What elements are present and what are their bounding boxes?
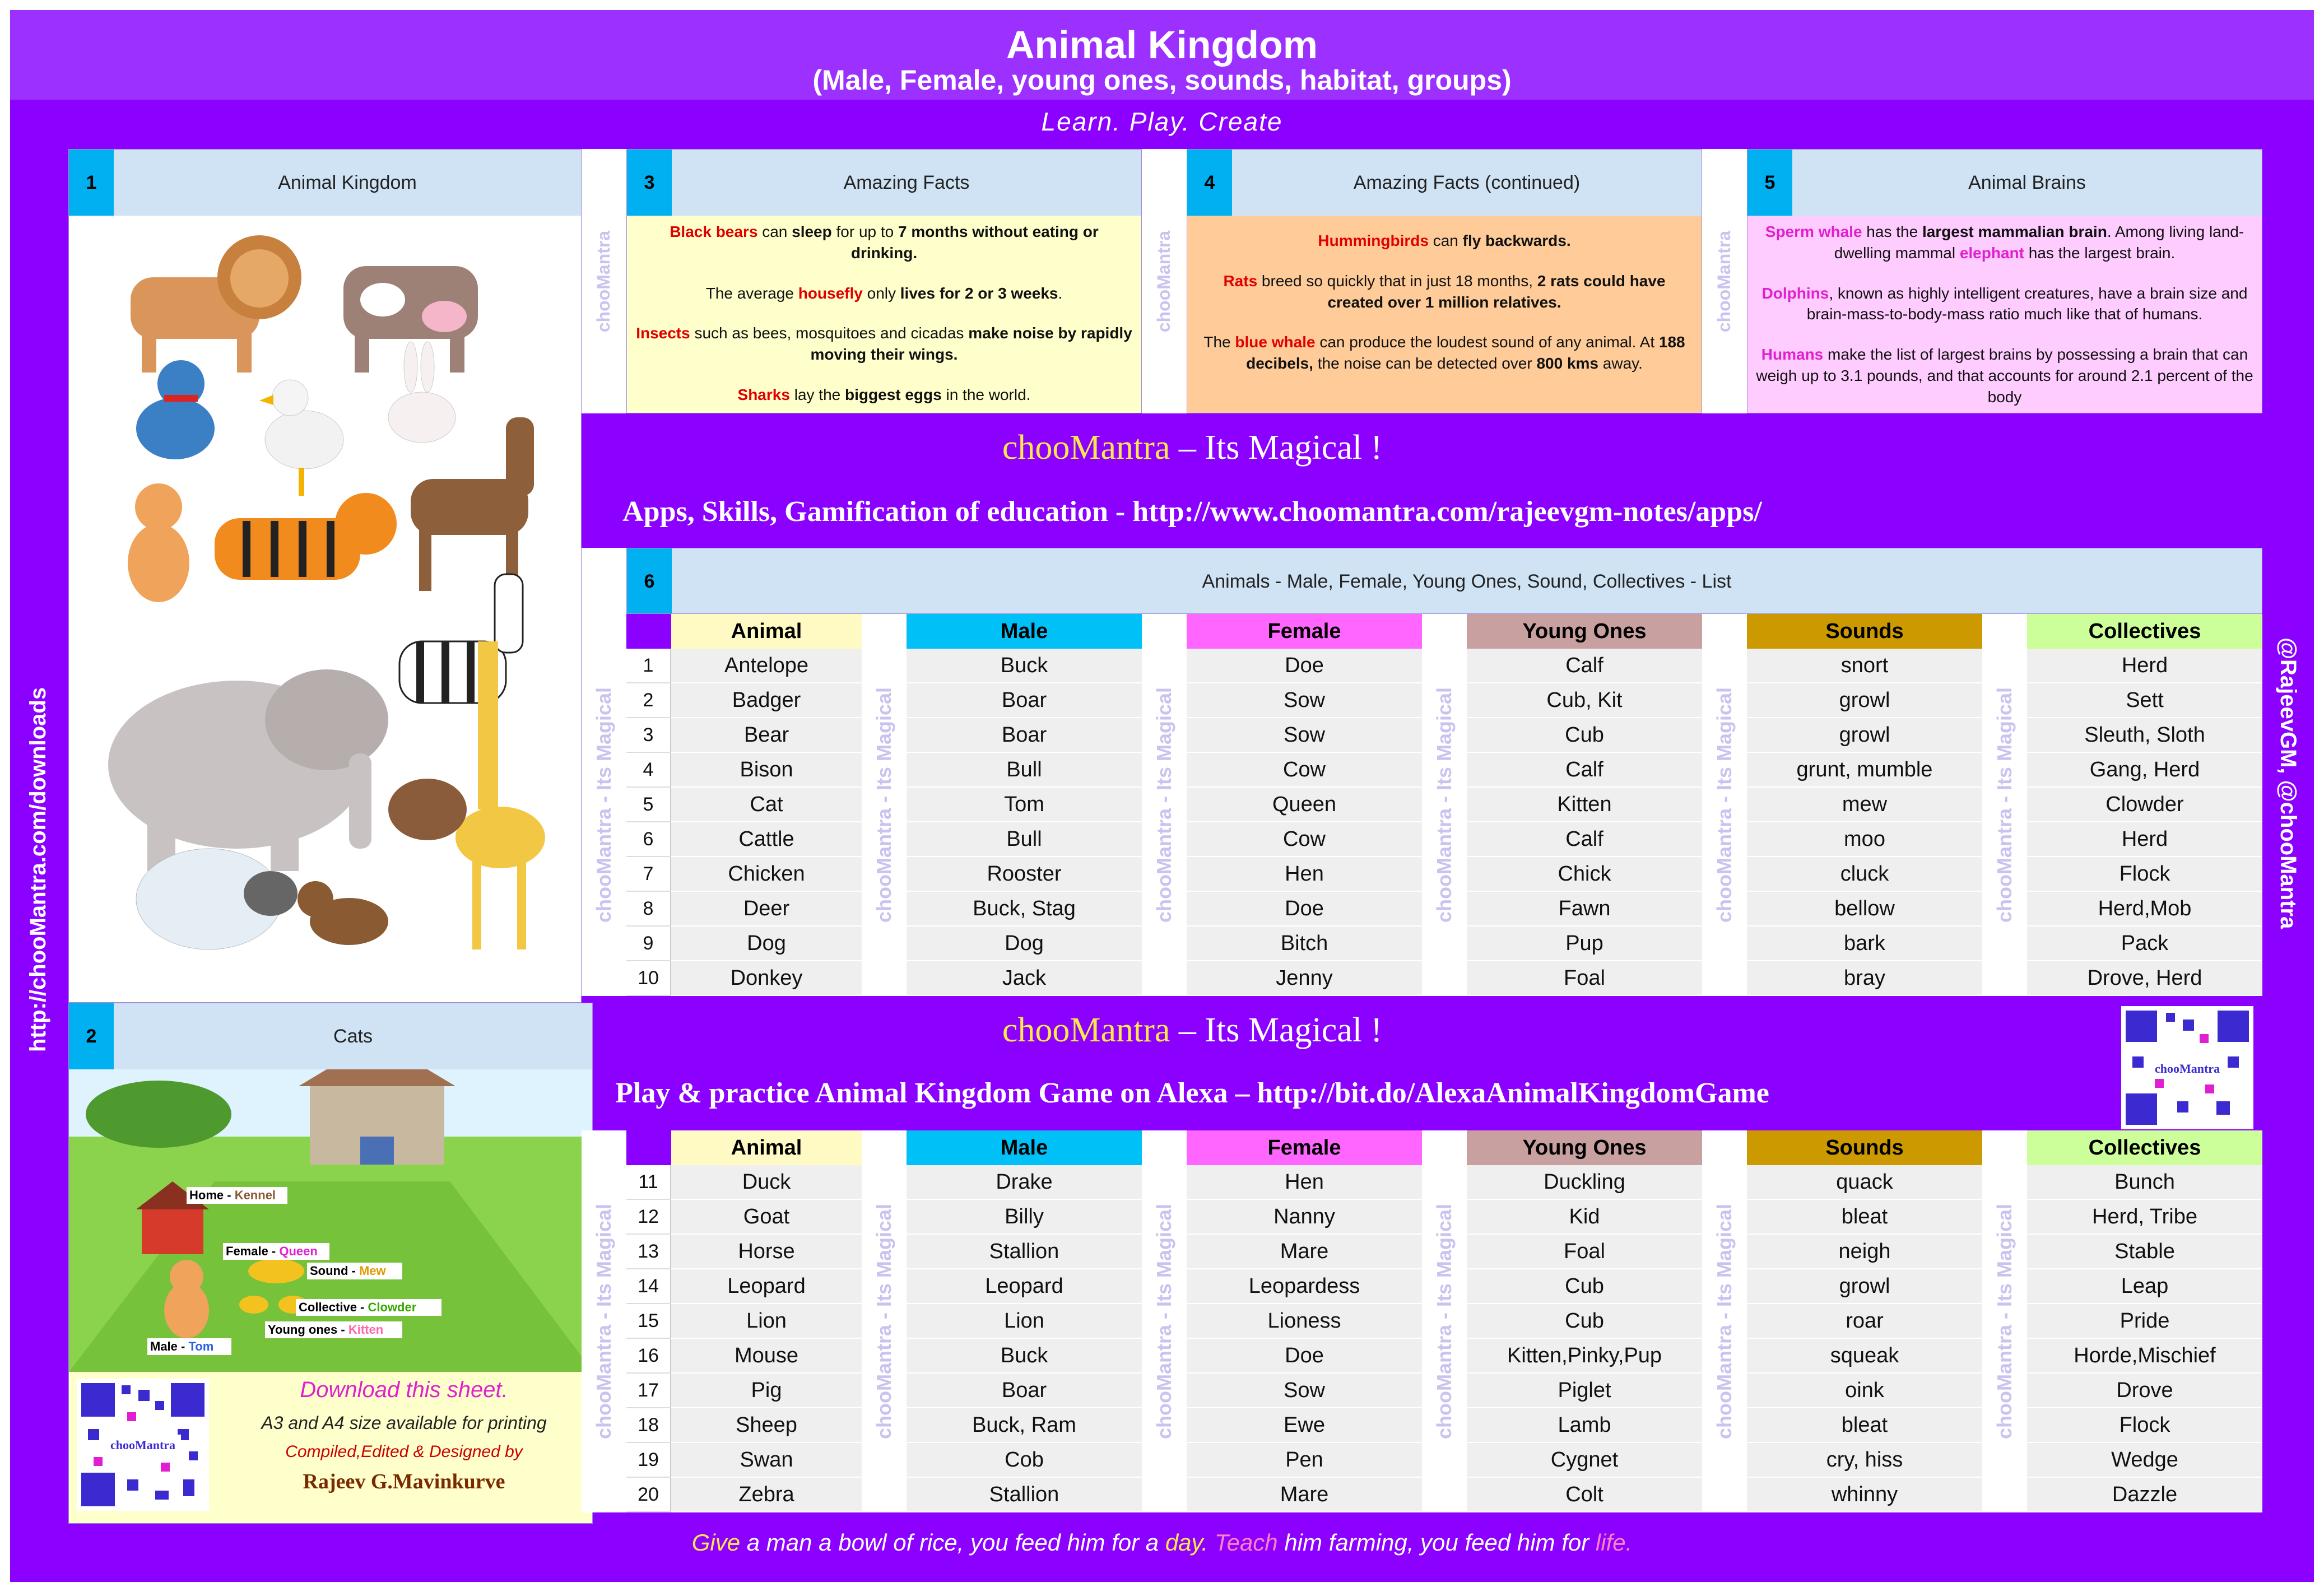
table-cell: Leopardess [1187, 1269, 1422, 1304]
table-cell: Buck, Stag [907, 892, 1142, 927]
watermark: chooMantra - Its Magical [1702, 1130, 1747, 1512]
table-cell: bleat [1747, 1408, 1982, 1443]
table-cell: Cub [1467, 1304, 1702, 1339]
table-cell: Pup [1467, 927, 1702, 961]
table-cell: Foal [1467, 1235, 1702, 1269]
table-cell: Lion [671, 1304, 862, 1339]
table-cell: Piglet [1467, 1374, 1702, 1408]
table-row [626, 961, 862, 996]
table-cell: growl [1747, 718, 1982, 753]
table-cell: mew [1747, 788, 1982, 822]
column-header: Male [907, 614, 1142, 649]
animal-illustrations [69, 216, 582, 1002]
table-cell: Bunch [2027, 1165, 2262, 1200]
panel-header [69, 150, 581, 216]
table-cell: Bull [907, 822, 1142, 857]
column-header: Female [1187, 1130, 1422, 1165]
table-cell: Calf [1467, 649, 1702, 683]
fact-line: Sharks lay the biggest eggs in the world. [737, 385, 1031, 403]
row-number: 10 [626, 961, 671, 996]
table-cell: Stallion [907, 1478, 1142, 1512]
table-cell: Pen [1187, 1443, 1422, 1478]
table-column-male [907, 1130, 1142, 1512]
table-column-young [1467, 614, 1702, 996]
table-cell: bleat [1747, 1200, 1982, 1235]
table-cell: Stable [2027, 1235, 2262, 1269]
table-cell: Dog [671, 927, 862, 961]
column-header: Young Ones [1467, 1130, 1702, 1165]
panel-header [69, 1003, 592, 1069]
table-cell: moo [1747, 822, 1982, 857]
table-cell: Colt [1467, 1478, 1702, 1512]
panel-amazing-facts [626, 149, 1142, 413]
downloads-url[interactable]: http://chooMantra.com/downloads [26, 687, 50, 1052]
table-cell: Zebra [671, 1478, 862, 1512]
table-cell: Nanny [1187, 1200, 1422, 1235]
table-row [626, 892, 862, 927]
page-subtitle: (Male, Female, young ones, sounds, habitat, groups) [812, 64, 1512, 96]
row-number: 3 [626, 718, 671, 753]
table-cell: roar [1747, 1304, 1982, 1339]
download-box [69, 1372, 593, 1524]
page-title: Animal Kingdom [1006, 23, 1318, 67]
table-cell: Kitten [1467, 788, 1702, 822]
column-header: Female [1187, 614, 1422, 649]
table-row [626, 718, 862, 753]
table-cell: Boar [907, 683, 1142, 718]
table-cell: quack [1747, 1165, 1982, 1200]
table-cell: whinny [1747, 1478, 1982, 1512]
watermark: chooMantra - Its Magical [1422, 1130, 1467, 1512]
table-row [626, 1200, 862, 1235]
table-column-sounds [1747, 1130, 1982, 1512]
elephant-illustration [108, 669, 388, 871]
table-row [626, 822, 862, 857]
print-note: A3 and A4 size available for printing [261, 1413, 547, 1433]
duck-illustration [259, 380, 343, 496]
column-header: Collectives [2027, 1130, 2262, 1165]
table-cell: Stallion [907, 1235, 1142, 1269]
column-header: Sounds [1747, 614, 1982, 649]
table-cell: oink [1747, 1374, 1982, 1408]
qr-code[interactable] [2121, 1006, 2253, 1129]
table-cell: squeak [1747, 1339, 1982, 1374]
table-cell: grunt, mumble [1747, 753, 1982, 788]
table-cell: Doe [1187, 892, 1422, 927]
table-cell: Cow [1187, 753, 1422, 788]
table-cell: Goat [671, 1200, 862, 1235]
table-cell: Antelope [671, 649, 862, 683]
fact-line: Humans make the list of largest brains by possessing a brain that can weigh up to 3.1 pounds, and that accounts for around 2.1 percent of the body [1756, 346, 2253, 406]
fact-line: Dolphins, known as highly intelligent creatures, have a brain size and brain-mass-to-body-mass ratio much like that of humans. [1761, 284, 2248, 323]
wolf-illustration [136, 360, 215, 459]
table-cell: Leopard [671, 1269, 862, 1304]
table-cell: Billy [907, 1200, 1142, 1235]
panel-number: 3 [627, 150, 672, 216]
table-cell: Fawn [1467, 892, 1702, 927]
young-label: Young ones - Kitten [268, 1323, 384, 1337]
qr-code[interactable] [77, 1379, 209, 1511]
table-cell: cry, hiss [1747, 1443, 1982, 1478]
table-cell: Lamb [1467, 1408, 1702, 1443]
table-row [626, 1374, 862, 1408]
table-cell: Lioness [1187, 1304, 1422, 1339]
table-cell: Cat [671, 788, 862, 822]
panel-header [1187, 150, 1702, 216]
table-cell: Herd [2027, 649, 2262, 683]
table-cell: Mare [1187, 1478, 1422, 1512]
table-cell: Badger [671, 683, 862, 718]
table-column-female [1187, 614, 1422, 996]
watermark: chooMantra - Its Magical [1702, 614, 1747, 996]
table-cell: Sow [1187, 718, 1422, 753]
table-cell: cluck [1747, 857, 1982, 892]
watermark: chooMantra - Its Magical [862, 1130, 907, 1512]
table-cell: Rooster [907, 857, 1142, 892]
row-number: 1 [626, 649, 671, 683]
panel-number: 5 [1747, 150, 1792, 216]
poster [10, 10, 2314, 1582]
table-cell: Buck [907, 649, 1142, 683]
watermark: chooMantra - Its Magical [582, 614, 626, 996]
table-row [626, 1269, 862, 1304]
table-cell: Sett [2027, 683, 2262, 718]
row-number: 11 [626, 1165, 671, 1200]
table-cell: Hen [1187, 857, 1422, 892]
row-number: 9 [626, 927, 671, 961]
table-cell: Tom [907, 788, 1142, 822]
table-cell: Horse [671, 1235, 862, 1269]
table-cell: Flock [2027, 857, 2262, 892]
table-cell: bark [1747, 927, 1982, 961]
row-number: 20 [626, 1478, 671, 1512]
table-cell: Buck, Ram [907, 1408, 1142, 1443]
home-label: Home - Kennel [189, 1188, 276, 1202]
collective-label: Collective - Clowder [299, 1300, 417, 1314]
table-column-collectives [2027, 1130, 2262, 1512]
column-header: Animal [671, 614, 862, 649]
table-cell: Boar [907, 718, 1142, 753]
female-label: Female - Queen [226, 1244, 318, 1258]
panel-number: 1 [69, 150, 114, 216]
row-number: 4 [626, 753, 671, 788]
lion-illustration [131, 235, 301, 373]
watermark: chooMantra - Its Magical [862, 614, 907, 996]
cat-home-illustration [69, 1069, 593, 1372]
table-column-female [1187, 1130, 1422, 1512]
table-cell: Cattle [671, 822, 862, 857]
table-row [626, 1478, 862, 1512]
table-cell: Flock [2027, 1408, 2262, 1443]
fact-line: The blue whale can produce the loudest sound of any animal. At 188 decibels, the noise can be detected over 800 kms away. [1203, 333, 1685, 373]
table-row [626, 1443, 862, 1478]
table-cell: growl [1747, 683, 1982, 718]
table-cell: Drake [907, 1165, 1142, 1200]
table-cell: Buck [907, 1339, 1142, 1374]
table-cell: Doe [1187, 1339, 1422, 1374]
male-label: Male - Tom [150, 1339, 214, 1353]
row-number: 12 [626, 1200, 671, 1235]
table-cell: Herd,Mob [2027, 892, 2262, 927]
table-cell: Herd, Tribe [2027, 1200, 2262, 1235]
table-cell: Doe [1187, 649, 1422, 683]
table-column-sounds [1747, 614, 1982, 996]
table-cell: bellow [1747, 892, 1982, 927]
banner-title: chooMantra – Its Magical ! [1002, 429, 1383, 467]
table-cell: Pack [2027, 927, 2262, 961]
table-cell: Cygnet [1467, 1443, 1702, 1478]
table-cell: Chick [1467, 857, 1702, 892]
row-number: 14 [626, 1269, 671, 1304]
fact-line: The average housefly only lives for 2 or 3 weeks. [705, 284, 1063, 302]
table-cell: Calf [1467, 822, 1702, 857]
table-cell: Pride [2027, 1304, 2262, 1339]
download-link[interactable]: Download this sheet. [300, 1377, 508, 1402]
row-number: 5 [626, 788, 671, 822]
table-cell: Jack [907, 961, 1142, 996]
column-header: Male [907, 1130, 1142, 1165]
table-row [626, 1235, 862, 1269]
table-cell: Wedge [2027, 1443, 2262, 1478]
panel-header [1747, 150, 2262, 216]
watermark: chooMantra - Its Magical [1982, 1130, 2027, 1512]
table-cell: bray [1747, 961, 1982, 996]
table-cell: Dazzle [2027, 1478, 2262, 1512]
table-cell: neigh [1747, 1235, 1982, 1269]
row-number: 19 [626, 1443, 671, 1478]
table-row [626, 927, 862, 961]
table-cell: Hen [1187, 1165, 1422, 1200]
table-cell: Horde,Mischief [2027, 1339, 2262, 1374]
table-cell: Calf [1467, 753, 1702, 788]
row-number: 8 [626, 892, 671, 927]
table-row [626, 1165, 862, 1200]
table-cell: Duckling [1467, 1165, 1702, 1200]
table-cell: Dog [907, 927, 1142, 961]
table-cell: Cub [1467, 718, 1702, 753]
fact-line: Rats breed so quickly that in just 18 months, 2 rats could have created over 1 million relatives. [1223, 272, 1666, 311]
svg-text:chooMantra: chooMantra [2154, 1062, 2220, 1076]
row-number: 6 [626, 822, 671, 857]
panel-header [627, 548, 2262, 614]
banner-title: chooMantra – Its Magical ! [1002, 1011, 1383, 1049]
table-cell: Leopard [907, 1269, 1142, 1304]
watermark: chooMantra - Its Magical [1982, 614, 2027, 996]
table-cell: Boar [907, 1374, 1142, 1408]
credit-label: Compiled,Edited & Designed by [285, 1442, 523, 1461]
watermark: chooMantra - Its Magical [582, 1130, 626, 1512]
table-cell: Foal [1467, 961, 1702, 996]
table-cell: Deer [671, 892, 862, 927]
table-cell: Sow [1187, 683, 1422, 718]
row-number: 18 [626, 1408, 671, 1443]
facts-body [1187, 216, 1702, 413]
table-row [626, 1339, 862, 1374]
table-column-animal [626, 614, 862, 996]
panel-number: 6 [627, 548, 672, 614]
table-cell: Sleuth, Sloth [2027, 718, 2262, 753]
table-cell: Herd [2027, 822, 2262, 857]
table-cell: Drove [2027, 1374, 2262, 1408]
row-number: 17 [626, 1374, 671, 1408]
author-name: Rajeev G.Mavinkurve [303, 1470, 505, 1493]
tiger-illustration [215, 493, 397, 580]
watermark [582, 548, 626, 614]
table-cell: Mare [1187, 1235, 1422, 1269]
alexa-game-link[interactable]: Play & practice Animal Kingdom Game on Alexa – http://bit.do/AlexaAnimalKingdomGame [615, 1077, 1769, 1109]
sound-label: Sound - Mew [310, 1264, 386, 1278]
row-number: 13 [626, 1235, 671, 1269]
panel-number: 2 [69, 1003, 114, 1069]
tagline: Learn. Play. Create [1041, 107, 1283, 136]
column-header: Sounds [1747, 1130, 1982, 1165]
table-cell: Cub [1467, 1269, 1702, 1304]
rabbit-illustration [388, 342, 455, 443]
column-header: Animal [671, 1130, 862, 1165]
panel-title: Amazing Facts [843, 171, 970, 193]
table-column-male [907, 614, 1142, 996]
table-cell: Bull [907, 753, 1142, 788]
table-cell: Kitten,Pinky,Pup [1467, 1339, 1702, 1374]
table-row [626, 683, 862, 718]
table-cell: Queen [1187, 788, 1422, 822]
watermark: chooMantra - Its Magical [1142, 1130, 1187, 1512]
table-column-collectives [2027, 614, 2262, 996]
table-row [626, 753, 862, 788]
table-cell: Cub, Kit [1467, 683, 1702, 718]
download-text [215, 1372, 593, 1524]
panel-title: Animal Kingdom [278, 171, 417, 193]
table-cell: snort [1747, 649, 1982, 683]
panel-title: Amazing Facts (continued) [1353, 171, 1581, 193]
table-column-young [1467, 1130, 1702, 1512]
table-cell: Mouse [671, 1339, 862, 1374]
watermark: chooMantra - Its Magical [1422, 614, 1467, 996]
table-cell: Lion [907, 1304, 1142, 1339]
table-row [626, 1304, 862, 1339]
hedgehog-illustration [388, 779, 467, 840]
panel-number: 4 [1187, 150, 1232, 216]
dog-illustration [298, 881, 388, 945]
row-number: 15 [626, 1304, 671, 1339]
row-number: 2 [626, 683, 671, 718]
horse-illustration [411, 417, 534, 591]
panel-animals-list [626, 548, 2262, 614]
row-number: 7 [626, 857, 671, 892]
fact-line: Insects such as bees, mosquitoes and cicadas make noise by rapidly moving their wings. [636, 324, 1132, 364]
table-row [626, 788, 862, 822]
table-cell: growl [1747, 1269, 1982, 1304]
watermark: chooMantra [1142, 149, 1187, 413]
panel-title: Animal Brains [1968, 171, 2086, 193]
table-cell: Chicken [671, 857, 862, 892]
social-handles: @RajeevGM, @chooMantra [2276, 637, 2300, 929]
table-cell: Cob [907, 1443, 1142, 1478]
table-row [626, 857, 862, 892]
fact-line: Sperm whale has the largest mammalian brain. Among living land-dwelling mammal elephant has the largest brain. [1765, 223, 2244, 262]
fact-line: Hummingbirds can fly backwards. [1318, 232, 1571, 249]
table-column-animal [626, 1130, 862, 1512]
facts-body [1747, 216, 2262, 413]
panel-cats [68, 1003, 593, 1524]
table-row [626, 1408, 862, 1443]
table-cell: Swan [671, 1443, 862, 1478]
facts-body [627, 216, 1141, 413]
table-cell: Clowder [2027, 788, 2262, 822]
table-cell: Kid [1467, 1200, 1702, 1235]
watermark: chooMantra - Its Magical [1142, 614, 1187, 996]
apps-link[interactable]: Apps, Skills, Gamification of education - http://www.choomantra.com/rajeevgm-notes/apps/ [622, 496, 1762, 528]
table-cell: Bitch [1187, 927, 1422, 961]
table-cell: Donkey [671, 961, 862, 996]
watermark: chooMantra [1702, 149, 1747, 413]
table-cell: Gang, Herd [2027, 753, 2262, 788]
panel-header [627, 150, 1141, 216]
table-cell: Bison [671, 753, 862, 788]
table-row [626, 649, 862, 683]
table-cell: Pig [671, 1374, 862, 1408]
table-cell: Sow [1187, 1374, 1422, 1408]
zebra-illustration [399, 574, 523, 703]
footer-quote: Give a man a bowl of rice, you feed him for a day. Teach him farming, you feed him for life. [691, 1529, 1633, 1556]
panel-animal-brains [1747, 149, 2262, 413]
watermark: chooMantra [582, 149, 626, 413]
panel-title: Cats [333, 1025, 373, 1047]
fact-line: Black bears can sleep for up to 7 months without eating or drinking. [670, 223, 1099, 262]
panel-title: Animals - Male, Female, Young Ones, Sound, Collectives - List [1202, 570, 1732, 592]
table-cell: Cow [1187, 822, 1422, 857]
table-cell: Leap [2027, 1269, 2262, 1304]
row-number: 16 [626, 1339, 671, 1374]
table-cell: Sheep [671, 1408, 862, 1443]
table-cell: Duck [671, 1165, 862, 1200]
panel-animal-kingdom [68, 149, 582, 1003]
panel-amazing-facts-continued [1187, 149, 1702, 413]
column-header: Young Ones [1467, 614, 1702, 649]
table-cell: Ewe [1187, 1408, 1422, 1443]
column-header: Collectives [2027, 614, 2262, 649]
table-cell: Drove, Herd [2027, 961, 2262, 996]
table-cell: Bear [671, 718, 862, 753]
table-cell: Jenny [1187, 961, 1422, 996]
svg-text:chooMantra: chooMantra [110, 1438, 176, 1452]
cat-illustration [128, 483, 189, 602]
